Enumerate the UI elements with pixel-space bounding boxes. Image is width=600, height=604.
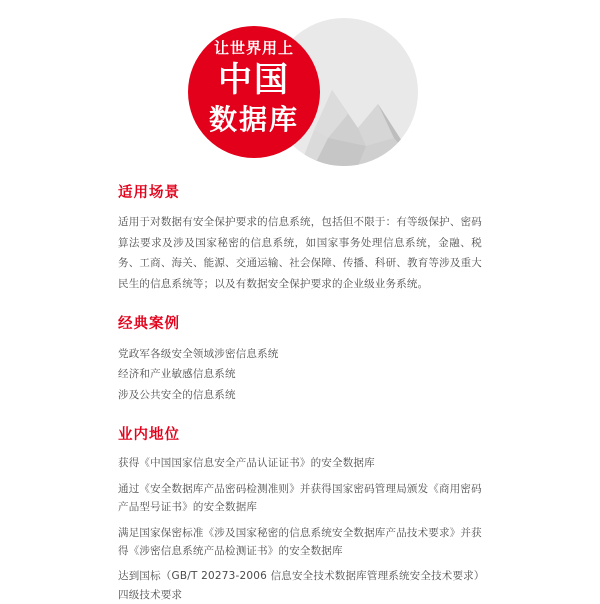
industry-status-list bbox=[118, 454, 482, 604]
hero-graphic bbox=[188, 18, 418, 173]
list-item: 党政军各级安全领域涉密信息系统 bbox=[118, 347, 279, 360]
section-use-cases bbox=[0, 185, 600, 294]
list-item: 经济和产业敏感信息系统 bbox=[118, 368, 236, 381]
list-item: 涉及公共安全的信息系统 bbox=[118, 388, 236, 401]
case-studies-list bbox=[118, 344, 482, 405]
logo-line-1: 让世界用上 bbox=[213, 39, 294, 57]
section-industry-status bbox=[0, 427, 600, 604]
section-case-studies bbox=[0, 316, 600, 405]
list-item: 获得《中国国家信息安全产品认证证书》的安全数据库 bbox=[118, 457, 375, 470]
section-title-use-cases: 适用场景 bbox=[118, 185, 180, 201]
section-title-industry-status: 业内地位 bbox=[118, 427, 180, 444]
section-body-use-cases: 适用于对数据有安全保护要求的信息系统，包括但不限于：有等级保护、密码算法要求及涉及国家秘密的信息系统，如国家事务处理信息系统，金融、税务、工商、海关、能源、交通运输、社会保障、传播、科研、教育等涉及重大民生的信息系统等；以及有数据安全保护要求的企业级业务系统。 bbox=[118, 216, 482, 290]
logo-badge bbox=[188, 26, 320, 158]
logo-line-2: 中国 bbox=[218, 60, 290, 100]
logo-line-3: 数据库 bbox=[208, 103, 299, 136]
list-item: 达到国标（GB/T 20273-2006 信息安全技术数据库管理系统安全技术要求）四级技术要求 bbox=[118, 570, 480, 601]
list-item: 满足国家保密标准《涉及国家秘密的信息系统安全数据库产品技术要求》并获得《涉密信息系统产品检测证书》的安全数据库 bbox=[118, 526, 482, 557]
hero-banner bbox=[0, 0, 600, 185]
list-item: 通过《安全数据库产品密码检测准则》并获得国家密码管理局颁发《商用密码产品型号证书》的安全数据库 bbox=[118, 482, 482, 514]
section-title-case-studies: 经典案例 bbox=[118, 316, 180, 333]
content-area bbox=[0, 185, 600, 604]
